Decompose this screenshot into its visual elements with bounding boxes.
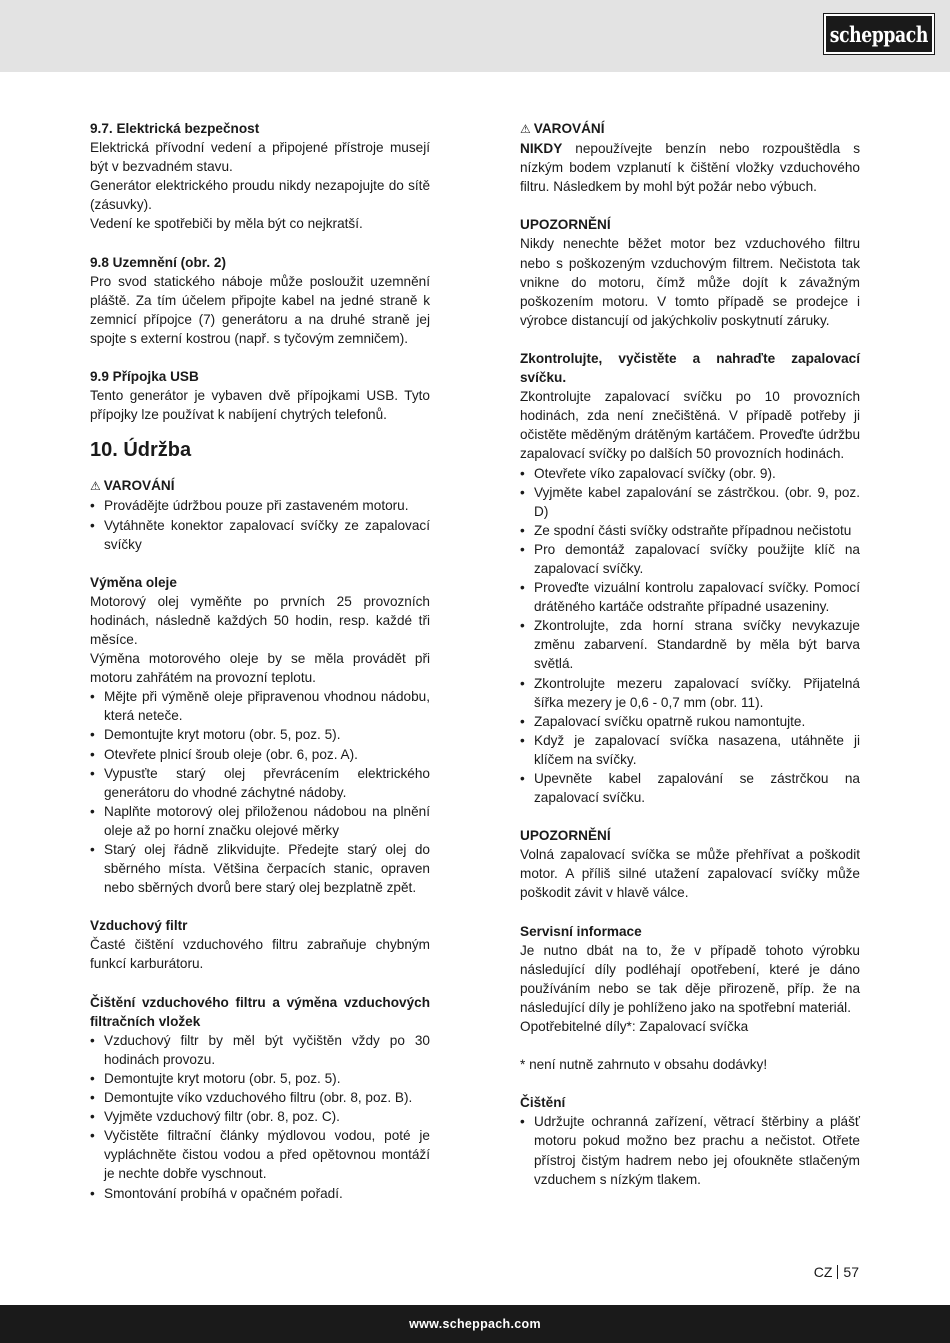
list-item: • Ze spodní části svíčky odstraňte případnou nečistotu [520,521,860,540]
list-item: • Zkontrolujte, zda horní strana svíčky nevykazuje změnu zabarvení. Standardně by měla být barva světlá. [520,616,860,673]
warning-label: VAROVÁNÍ [103,478,175,494]
list-item: • Proveďte vizuální kontrolu zapalovací svíčky. Pomocí drátěného kartáče odstraňte případné usazeniny. [520,578,860,616]
section-9-7-text-3: Vedení ke spotřebiči by měla být co nejkratší. [90,216,363,232]
oil-change-text-2: Výměna motorového oleje by se měla provádět při motoru zahřátém na provozní teplotu. [90,651,430,686]
warning-list [90,496,430,553]
section-9-7-text: Elektrická přívodní vedení a připojené přístroje musejí být v bezvadném stavu. [90,140,430,175]
air-filter-title: Vzduchový filtr [90,918,188,934]
cleaning-list [520,1112,860,1188]
list-item: • Mějte při výměně oleje připravenou vhodnou nádobu, která neteče. [90,687,430,725]
list-item: • Upevněte kabel zapalování se zástrčkou na zapalovací svíčku. [520,769,860,807]
warning-text [520,139,860,196]
list-item: • Otevřete víko zapalovací svíčky (obr. 9). [520,464,860,483]
section-9-8-title: 9.8 Uzemnění (obr. 2) [90,254,226,270]
section-10-heading: 10. Údržba [90,439,192,462]
service-info-text: Je nutno dbát na to, že v případě tohoto výrobku následující díly podléhají opotřebení, které je dáno používáním nebo se tak děje přirozeně, příp. že na následující díly je pohlíženo jako na spotřební materiál. [520,942,860,1015]
oil-change-list [90,687,430,897]
warning-triangle-icon: ⚠ [90,479,101,494]
right-column [520,119,860,1189]
oil-change-title: Výměna oleje [90,574,177,590]
warning-bold-word: NIKDY [520,141,563,157]
section-9-7-title: 9.7. Elektrická bezpečnost [90,121,260,136]
page-number [814,1264,859,1280]
warning-label: VAROVÁNÍ [533,121,605,136]
list-item: • Vyjměte vzduchový filtr (obr. 8, poz. C). [90,1107,430,1126]
header-bar [0,0,950,72]
list-item: • Zapalovací svíčku opatrně rukou namontujte. [520,712,860,731]
list-item: • Demontujte kryt motoru (obr. 5, poz. 5). [90,1069,430,1088]
list-item: • Otevřete plnicí šroub oleje (obr. 6, poz. A). [90,745,430,764]
brand-logo-text: scheppach [829,21,929,47]
warning-heading [90,476,430,496]
list-item: • Demontujte kryt motoru (obr. 5, poz. 5). [90,725,430,744]
warning-heading [520,119,860,139]
warning-triangle-icon: ⚠ [520,122,531,136]
notice-1-title: UPOZORNĚNÍ [520,217,611,233]
spark-plug-text: Zkontrolujte zapalovací svíčku po 10 provozních hodinách, zda není znečištěná. V případě potřeby ji očistěte měděným drátěným kartáčem. Proveďte údržbu zapalovací svíčky po dalších 50 provozních hodinách. [520,389,860,462]
list-item: • Vypusťte starý olej převrácením elektrického generátoru do vhodné záchytné nádoby. [90,764,430,802]
service-info-title: Servisní informace [520,923,642,939]
notice-1-text: Nikdy nenechte běžet motor bez vzduchového filtru nebo s poškozeným vzduchovým filtrem. Nečistota tak vnikne do motoru, čímž může dojít k závažným poškozením motoru. V tomto případě se prodejce i výrobce distancují od jakýchkoliv poskytnutí záruky. [520,236,860,328]
air-filter-text: Časté čištění vzduchového filtru zabraňuje chybným funkcí karburátoru. [90,937,430,972]
spark-plug-title: Zkontrolujte, vyčistěte a nahraďte zapalovací svíčku. [520,350,860,386]
service-info-note: * není nutně zahrnuto v obsahu dodávky! [520,1057,768,1073]
list-item: • Provádějte údržbou pouze při zastaveném motoru. [90,496,430,515]
air-filter-cleaning-title: Čištění vzduchového filtru a výměna vzduchových filtračních vložek [90,994,430,1029]
notice-2-text: Volná zapalovací svíčka se může přehřívat a poškodit motor. A příliš silné utažení zapalovací svíčky může poškodit závit v hlavě válce. [520,847,860,901]
oil-change-text: Motorový olej vyměňte po prvních 25 provozních hodinách, následně každých 50 hodin, resp. každé tři měsíce. [90,593,430,647]
list-item: • Vytáhněte konektor zapalovací svíčky ze zapalovací svíčky [90,516,430,554]
section-9-9-text: Tento generátor je vybaven dvě přípojkami USB. Tyto přípojky lze používat k nabíjení chytrých telefonů. [90,388,430,423]
list-item: • Naplňte motorový olej přiloženou nádobou na plnění oleje až po horní značku olejové měrky [90,802,430,840]
left-column [90,119,430,1203]
list-item: • Pro demontáž zapalovací svíčky použijte klíč na zapalovací svíčky. [520,540,860,578]
section-9-9-title: 9.9 Přípojka USB [90,369,199,385]
list-item: • Udržujte ochranná zařízení, větrací štěrbiny a plášť motoru pokud možno bez prachu a nečistot. Otřete přístroj čistým hadrem nebo jej ofoukněte stlačeným vzduchem s nízkým tlakem. [520,1112,860,1188]
list-item: • Starý olej řádně zlikvidujte. Předejte starý olej do sběrného místa. Většina čerpacích stanic, opraven nebo sběrných dvorů bere starý olej bezplatně zpět. [90,840,430,897]
section-9-8-text: Pro svod statického náboje může posloužit uzemnění pláště. Za tím účelem připojte kabel na jedné straně k zemnicí přípojce (7) generátoru a na druhé straně jej spojte s externí kostrou (např. s tyčovým zemničem). [90,273,430,346]
list-item: • Demontujte víko vzduchového filtru (obr. 8, poz. B). [90,1088,430,1107]
footer-bar [0,1305,950,1343]
brand-logo [824,14,934,54]
footer-url[interactable]: www.scheppach.com [409,1317,541,1331]
list-item: • Zkontrolujte mezeru zapalovací svíčky. Přijatelná šířka mezery je 0,6 - 0,7 mm (obr. 11). [520,674,860,712]
list-item: • Vyjměte kabel zapalování se zástrčkou. (obr. 9, poz. D) [520,483,860,521]
page-number-divider [837,1265,838,1279]
notice-2-title: UPOZORNĚNÍ [520,828,611,844]
list-item: • Vyčistěte filtrační články mýdlovou vodou, poté je vypláchněte čistou vodou a před opětovnou montáží je nechte dobře vyschnout. [90,1126,430,1183]
air-filter-cleaning-list [90,1031,430,1203]
warning-text-body: nepoužívejte benzín nebo rozpouštědla s nízkým bodem vzplanutí k čištění vložky vzduchového filtru. Následkem by mohl být požár nebo výbuch. [520,141,860,195]
spark-plug-list [520,464,860,808]
service-info-text-2: Opotřebitelné díly*: Zapalovací svíčka [520,1019,749,1035]
list-item: • Vzduchový filtr by měl být vyčištěn vždy po 30 hodinách provozu. [90,1031,430,1069]
list-item: • Smontování probíhá v opačném pořadí. [90,1184,430,1203]
section-9-7-text-2: Generátor elektrického proudu nikdy nezapojujte do sítě (zásuvky). [90,178,430,213]
page-lang: CZ [813,1264,833,1280]
page-number-value: 57 [843,1264,859,1280]
cleaning-title: Čištění [520,1095,566,1111]
list-item: • Když je zapalovací svíčka nasazena, utáhněte ji klíčem na svíčky. [520,731,860,769]
